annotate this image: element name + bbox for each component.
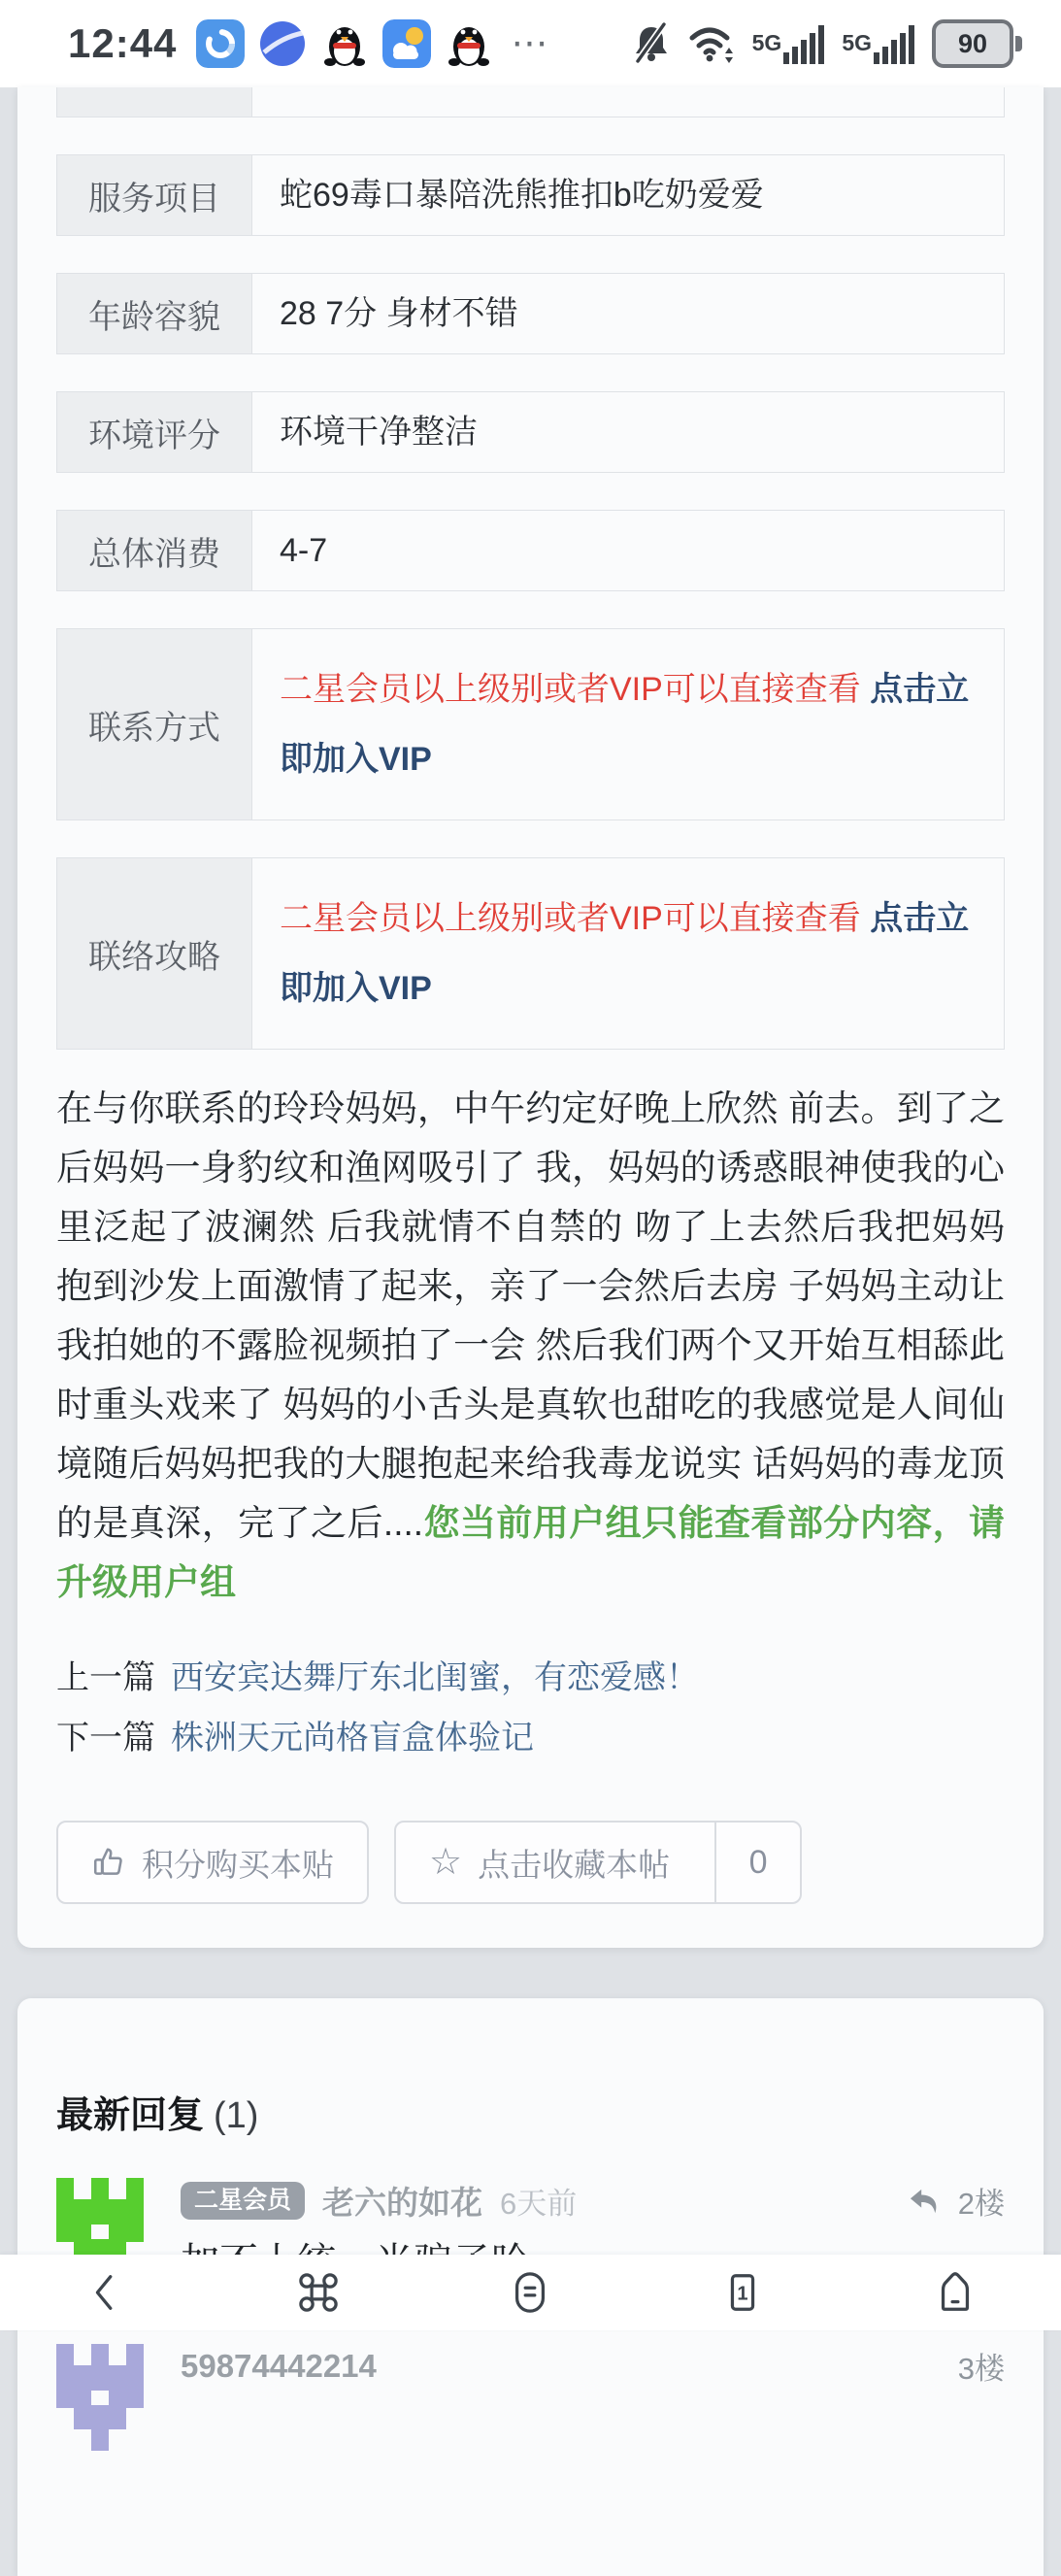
table-row-partial bbox=[56, 87, 1005, 117]
post-card bbox=[17, 87, 1044, 1948]
browser-planet-icon bbox=[258, 19, 307, 68]
page-background bbox=[0, 87, 1061, 2576]
row-label: 联络攻略 bbox=[57, 858, 252, 1049]
replies-title-text: 最新回复 bbox=[56, 2095, 205, 2136]
join-vip-link[interactable]: 点击立即加入VIP bbox=[280, 671, 970, 778]
qq-penguin-icon bbox=[445, 19, 493, 68]
row-value bbox=[252, 858, 1004, 1049]
bell-muted-icon bbox=[632, 22, 671, 65]
command-icon bbox=[296, 2270, 341, 2315]
signal-5g-icon: 5G bbox=[752, 23, 827, 64]
favorite-count[interactable]: 0 bbox=[714, 1823, 800, 1902]
buy-post-button[interactable] bbox=[56, 1821, 369, 1904]
svg-text:1: 1 bbox=[737, 2283, 748, 2305]
row-value: 28 7分 身材不错 bbox=[280, 295, 518, 332]
tab-count-icon bbox=[720, 2270, 765, 2315]
upgrade-notice: 您当前用户组只能查看部分内容，请升级用户组 bbox=[56, 1503, 1006, 1602]
row-label: 联系方式 bbox=[57, 629, 252, 820]
thumbs-up-icon bbox=[91, 1845, 126, 1880]
row-label: 年龄容貌 bbox=[57, 274, 252, 353]
vip-notice-text: 二星会员以上级别或者VIP可以直接查看 bbox=[280, 900, 861, 937]
table-row-age bbox=[56, 273, 1005, 354]
menu-button[interactable] bbox=[424, 2270, 637, 2315]
post-body bbox=[56, 1079, 1005, 1612]
row-label: 环境评分 bbox=[57, 392, 252, 472]
avatar[interactable] bbox=[56, 2344, 144, 2451]
join-vip-link[interactable]: 点击立即加入VIP bbox=[280, 900, 970, 1007]
sync-app-icon bbox=[196, 19, 245, 68]
menu-command-button[interactable] bbox=[213, 2270, 425, 2315]
reply-arrow-icon[interactable] bbox=[908, 2187, 941, 2216]
row-label: 总体消费 bbox=[57, 511, 252, 590]
back-button[interactable] bbox=[0, 2270, 213, 2315]
table-row-cost bbox=[56, 510, 1005, 591]
table-row-contact bbox=[56, 628, 1005, 820]
reply-header bbox=[181, 2178, 1005, 2224]
reply-author[interactable]: 59874442214 bbox=[181, 2347, 377, 2384]
row-label bbox=[57, 87, 252, 117]
next-label: 下一篇 bbox=[56, 1720, 155, 1756]
favorite-post-button[interactable] bbox=[394, 1821, 802, 1904]
prev-post-line bbox=[56, 1648, 1005, 1708]
table-row-strategy bbox=[56, 857, 1005, 1050]
home-icon bbox=[933, 2270, 978, 2315]
post-actions bbox=[56, 1821, 1005, 1904]
back-chevron-icon bbox=[83, 2270, 128, 2315]
row-value: 蛇69毒口暴陪洗熊推扣b吃奶爱爱 bbox=[280, 177, 764, 214]
browser-bottom-bar bbox=[0, 2255, 1061, 2330]
favorite-post-label: 点击收藏本帖 bbox=[478, 1846, 671, 1883]
post-body-visible: 在与你联系的玲玲妈妈，中午约定好晚上欣然 前去。到了之后妈妈一身豹纹和渔网吸引了 我，妈妈的诱惑眼神使我的心里泛起了波澜然 后我就情不自禁的 吻了上去然后我把妈妈 抱到沙发上面激情了起来，亲了一会然后去房 子妈妈主动让我拍她的不露脸视频拍了一会 然后我们两个又开始互相舔此时重头戏来了 妈妈的小舌头是真软也甜吃的我感觉是人间仙 境随后妈妈把我的大腿抱起来给我毒龙说实 话妈妈的毒龙顶的是真深，完了之后.... bbox=[56, 1088, 1005, 1543]
vip-notice-text: 二星会员以上级别或者VIP可以直接查看 bbox=[280, 671, 861, 708]
battery-percent: 90 bbox=[932, 19, 1013, 68]
reply-author[interactable]: 老六的如花 bbox=[322, 2185, 483, 2221]
reply-floor: 2楼 bbox=[957, 2187, 1005, 2221]
row-value: 环境干净整洁 bbox=[280, 414, 478, 451]
table-row-service bbox=[56, 154, 1005, 236]
star-icon: ☆ bbox=[429, 1842, 463, 1883]
status-bar bbox=[0, 0, 1061, 87]
qq-penguin-icon bbox=[320, 19, 369, 68]
prev-post-link[interactable]: 西安宾达舞厅东北闺蜜，有恋爱感！ bbox=[171, 1659, 699, 1696]
member-level-badge: 二星会员 bbox=[181, 2182, 305, 2220]
next-post-line bbox=[56, 1708, 1005, 1768]
wifi-icon bbox=[686, 22, 737, 65]
reply-floor: 3楼 bbox=[957, 2352, 1005, 2386]
weather-app-icon bbox=[382, 19, 431, 68]
reply-time: 6天前 bbox=[500, 2187, 578, 2221]
tabs-button[interactable] bbox=[637, 2270, 849, 2315]
reply-header bbox=[181, 2344, 1005, 2388]
prev-next-links bbox=[56, 1648, 1005, 1768]
reply-item bbox=[56, 2344, 1005, 2451]
prev-label: 上一篇 bbox=[56, 1659, 155, 1696]
row-value bbox=[252, 629, 1004, 820]
replies-title bbox=[56, 2091, 1005, 2141]
row-value: 4-7 bbox=[280, 532, 328, 569]
table-row-environment bbox=[56, 391, 1005, 473]
signal-5g-icon: 5G bbox=[842, 23, 916, 64]
more-apps-ellipsis: ⋯ bbox=[511, 23, 548, 64]
row-value bbox=[252, 87, 1004, 117]
clock: 12:44 bbox=[68, 20, 178, 66]
battery-icon bbox=[932, 19, 1022, 68]
menu-oval-icon bbox=[508, 2270, 552, 2315]
home-button[interactable] bbox=[848, 2270, 1061, 2315]
replies-count: (1) bbox=[214, 2095, 259, 2136]
next-post-link[interactable]: 株洲天元尚格盲盒体验记 bbox=[171, 1720, 534, 1756]
row-label: 服务项目 bbox=[57, 155, 252, 235]
buy-post-label: 积分购买本贴 bbox=[142, 1846, 334, 1883]
